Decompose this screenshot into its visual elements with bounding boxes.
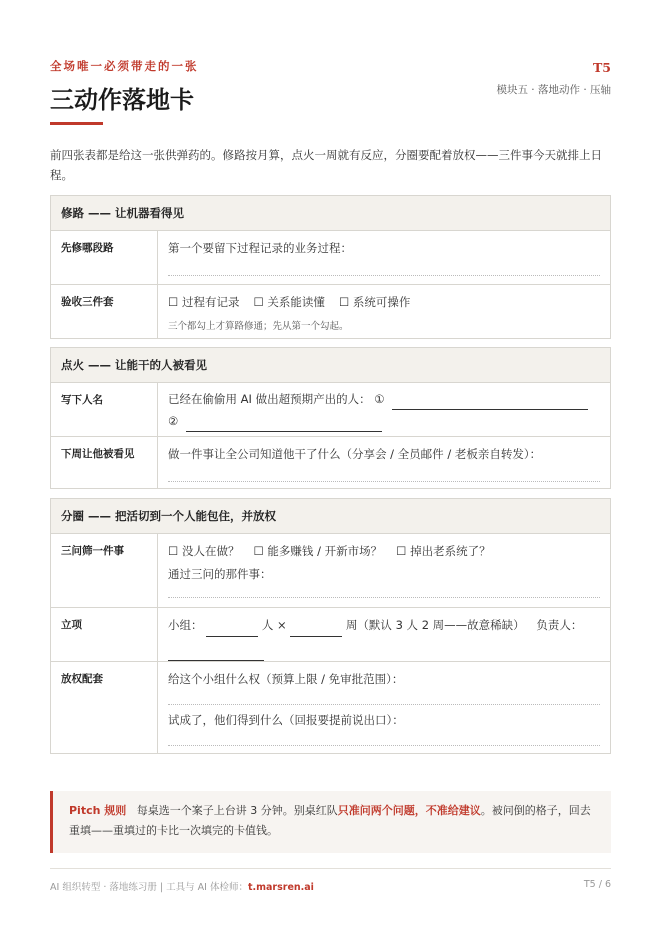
answer-line[interactable]	[168, 582, 600, 598]
footer-text: AI 组织转型 · 落地练习册 | 工具与 AI 体检师：	[50, 882, 248, 893]
row-label: 写下人名	[51, 383, 158, 436]
weeks-note: 周（默认 3 人 2 周——故意稀缺）	[345, 618, 525, 632]
row-label: 验收三件套	[51, 285, 158, 338]
checkbox-process-recorded[interactable]: ☐ 过程有记录	[168, 295, 240, 309]
module-label: 模块五 · 落地动作 · 压轴	[496, 84, 611, 96]
table-row	[51, 534, 610, 607]
table-row	[51, 436, 610, 488]
table-row	[51, 661, 610, 753]
row-body	[158, 662, 610, 753]
checkbox-more-revenue[interactable]: ☐ 能多赚钱 / 开新市场？	[253, 544, 383, 558]
field-prompt: 给这个小组什么权（预算上限 / 免审批范围）：	[168, 672, 404, 686]
section-title: 修路 —— 让机器看得见	[51, 196, 610, 231]
page-title: 三动作落地卡	[50, 85, 194, 114]
row-label: 先修哪段路	[51, 231, 158, 284]
table-row	[51, 231, 610, 284]
field-prompt: 第一个要留下过程记录的业务过程：	[168, 241, 352, 255]
answer-line[interactable]	[168, 462, 600, 482]
owner-input[interactable]	[168, 648, 264, 661]
checkbox-system-operable[interactable]: ☐ 系统可操作	[338, 295, 411, 309]
people-count-input[interactable]	[206, 624, 258, 637]
row-label: 三问筛一件事	[51, 534, 158, 607]
pitch-label: Pitch 规则	[69, 804, 127, 817]
answer-line[interactable]	[168, 687, 600, 705]
group-label: 小组：	[168, 618, 203, 632]
row-body	[158, 383, 610, 436]
row-body	[158, 534, 610, 607]
table-row	[51, 607, 610, 661]
name-input-2[interactable]	[186, 419, 382, 432]
footer-link[interactable]: t.marsren.ai	[247, 882, 314, 893]
section-fenquan	[50, 498, 611, 754]
owner-label: 负责人：	[536, 618, 583, 632]
intro-paragraph: 前四张表都是给这一张供弹药的。修路按月算，点火一周就有反应，分圈要配着放权——三件事今天就排上日程。	[50, 148, 602, 182]
field-prompt: 试成了，他们得到什么（回报要提前说出口）：	[168, 713, 404, 727]
answer-line[interactable]	[168, 728, 600, 746]
pitch-rules-callout	[50, 791, 611, 853]
pitch-text-b: 。被问倒的格子，回去重填——重填过的卡比一次填完的卡值钱。	[69, 804, 591, 837]
weeks-input[interactable]	[290, 624, 342, 637]
people-unit: 人 ×	[261, 618, 287, 632]
field-prompt: 已经在偷偷用 AI 做出超预期产出的人：	[168, 392, 371, 406]
name-input-1[interactable]	[392, 397, 588, 410]
row-body	[158, 608, 610, 661]
kicker-text: 全场唯一必须带走的一张	[50, 59, 199, 73]
footer-left	[50, 879, 314, 893]
row-label: 下周让他被看见	[51, 437, 158, 488]
marker-1: ①	[374, 392, 385, 406]
marker-2: ②	[168, 414, 179, 428]
checkbox-relations-readable[interactable]: ☐ 关系能读懂	[253, 295, 325, 309]
field-prompt: 做一件事让全公司知道他干了什么（分享会 / 全员邮件 / 老板亲自转发）：	[168, 447, 542, 461]
checkbox-nobody-doing[interactable]: ☐ 没人在做？	[168, 544, 240, 558]
footer-divider	[50, 868, 611, 869]
page-number: T5 / 6	[583, 879, 611, 890]
pitch-highlight: 只准问两个问题，不准给建议	[337, 804, 481, 817]
table-row	[51, 284, 610, 338]
section-title: 分圈 —— 把活切到一个人能包住，并放权	[51, 499, 610, 534]
section-dianhuo	[50, 347, 611, 489]
pitch-text-a: 每桌选一个案子上台讲 3 分钟。别桌红队	[136, 804, 338, 817]
row-body	[158, 437, 610, 488]
title-underline	[50, 122, 103, 125]
table-row	[51, 383, 610, 436]
hint-text: 三个都勾上才算路修通；先从第一个勾起。	[168, 321, 349, 332]
page-code: T5	[593, 60, 611, 75]
row-body	[158, 231, 610, 284]
row-label: 放权配套	[51, 662, 158, 753]
section-xiulu	[50, 195, 611, 339]
checkbox-out-of-old-system[interactable]: ☐ 掉出老系统了？	[396, 544, 491, 558]
row-body	[158, 285, 610, 338]
row-label: 立项	[51, 608, 158, 661]
section-title: 点火 —— 让能干的人被看见	[51, 348, 610, 383]
answer-line[interactable]	[168, 256, 600, 276]
field-prompt: 通过三问的那件事：	[168, 567, 272, 581]
